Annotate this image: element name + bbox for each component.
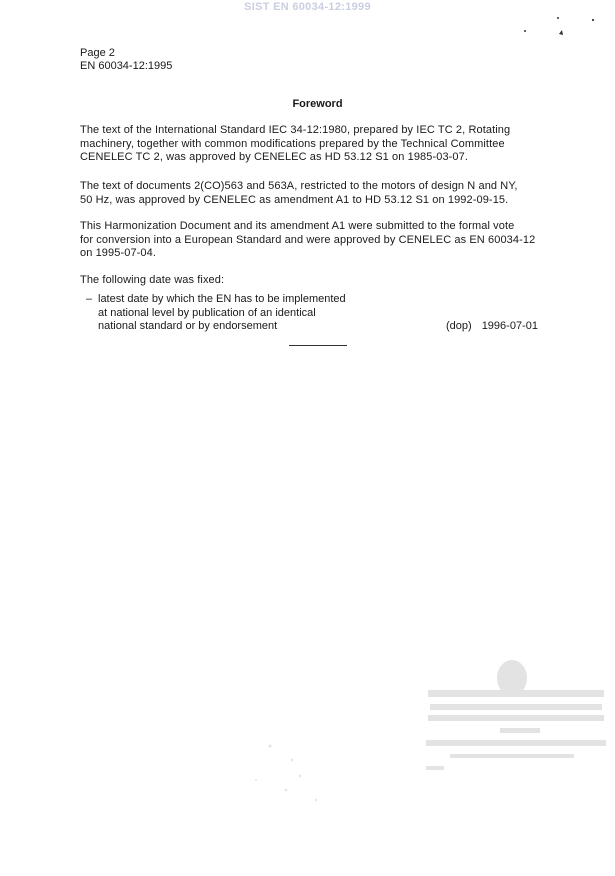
- page-header: [80, 47, 172, 73]
- paragraph-line: CENELEC TC 2, was approved by CENELEC as HD 53.12 S1 on 1985-03-07.: [80, 151, 469, 163]
- paragraph-line: for conversion into a European Standard and were approved by CENELEC as EN 60034-12: [80, 233, 536, 246]
- list-item-line: national standard or by endorsement: [98, 320, 278, 332]
- scan-speck: [315, 799, 317, 801]
- scan-speck: [524, 30, 526, 32]
- faint-stamp-band: [426, 740, 606, 746]
- scan-speck: [559, 30, 563, 35]
- foreword-paragraph-1: [80, 124, 560, 165]
- faint-stamp-emblem: [497, 660, 527, 696]
- dop-entry: [446, 320, 538, 332]
- scan-speck: [285, 789, 287, 791]
- foreword-title: Foreword: [292, 98, 343, 110]
- faint-stamp-band: [426, 766, 444, 770]
- paragraph-line: machinery, together with common modifications prepared by the Technical Committee: [80, 137, 505, 150]
- faint-stamp-band: [428, 715, 604, 721]
- foreword-paragraph-3: [80, 220, 560, 261]
- list-item-line: latest date by which the EN has to be implemented: [98, 293, 346, 305]
- dop-date: 1996-07-01: [481, 320, 538, 332]
- paragraph-line: This Harmonization Document and its amendment A1 were submitted to the formal vote: [80, 220, 515, 232]
- paragraph-line: on 1995-07-04.: [80, 247, 157, 259]
- scan-speck: [592, 19, 594, 21]
- faint-stamp-band: [450, 754, 574, 758]
- dop-code: (dop): [446, 320, 472, 332]
- scan-speck: [255, 779, 257, 781]
- list-item: [86, 293, 346, 307]
- end-rule: [289, 345, 347, 346]
- scan-speck: [269, 745, 272, 748]
- scan-speck: [299, 775, 301, 777]
- foreword-paragraph-2: [80, 180, 560, 207]
- paragraph-line: The following date was fixed:: [80, 274, 225, 286]
- scan-speck: [557, 17, 559, 19]
- paragraph-line: The text of documents 2(CO)563 and 563A, restricted to the motors of design N and NY,: [80, 180, 518, 192]
- watermark: SIST EN 60034-12:1999: [244, 1, 371, 13]
- page-label: Page 2: [80, 47, 115, 59]
- fixed-date-list: [86, 293, 346, 334]
- paragraph-line: 50 Hz, was approved by CENELEC as amendment A1 to HD 53.12 S1 on 1992-09-15.: [80, 193, 509, 206]
- faint-stamp-band: [500, 728, 540, 733]
- faint-stamp-band: [428, 690, 604, 697]
- faint-stamp-band: [430, 704, 602, 710]
- list-item-line: at national level by publication of an identical: [98, 306, 316, 319]
- paragraph-line: The text of the International Standard IEC 34-12:1980, prepared by IEC TC 2, Rotating: [80, 124, 511, 136]
- scan-speck: [291, 759, 293, 761]
- document-number: EN 60034-12:1995: [80, 60, 173, 72]
- fixed-date-intro: [80, 274, 560, 288]
- list-dash: –: [86, 293, 93, 305]
